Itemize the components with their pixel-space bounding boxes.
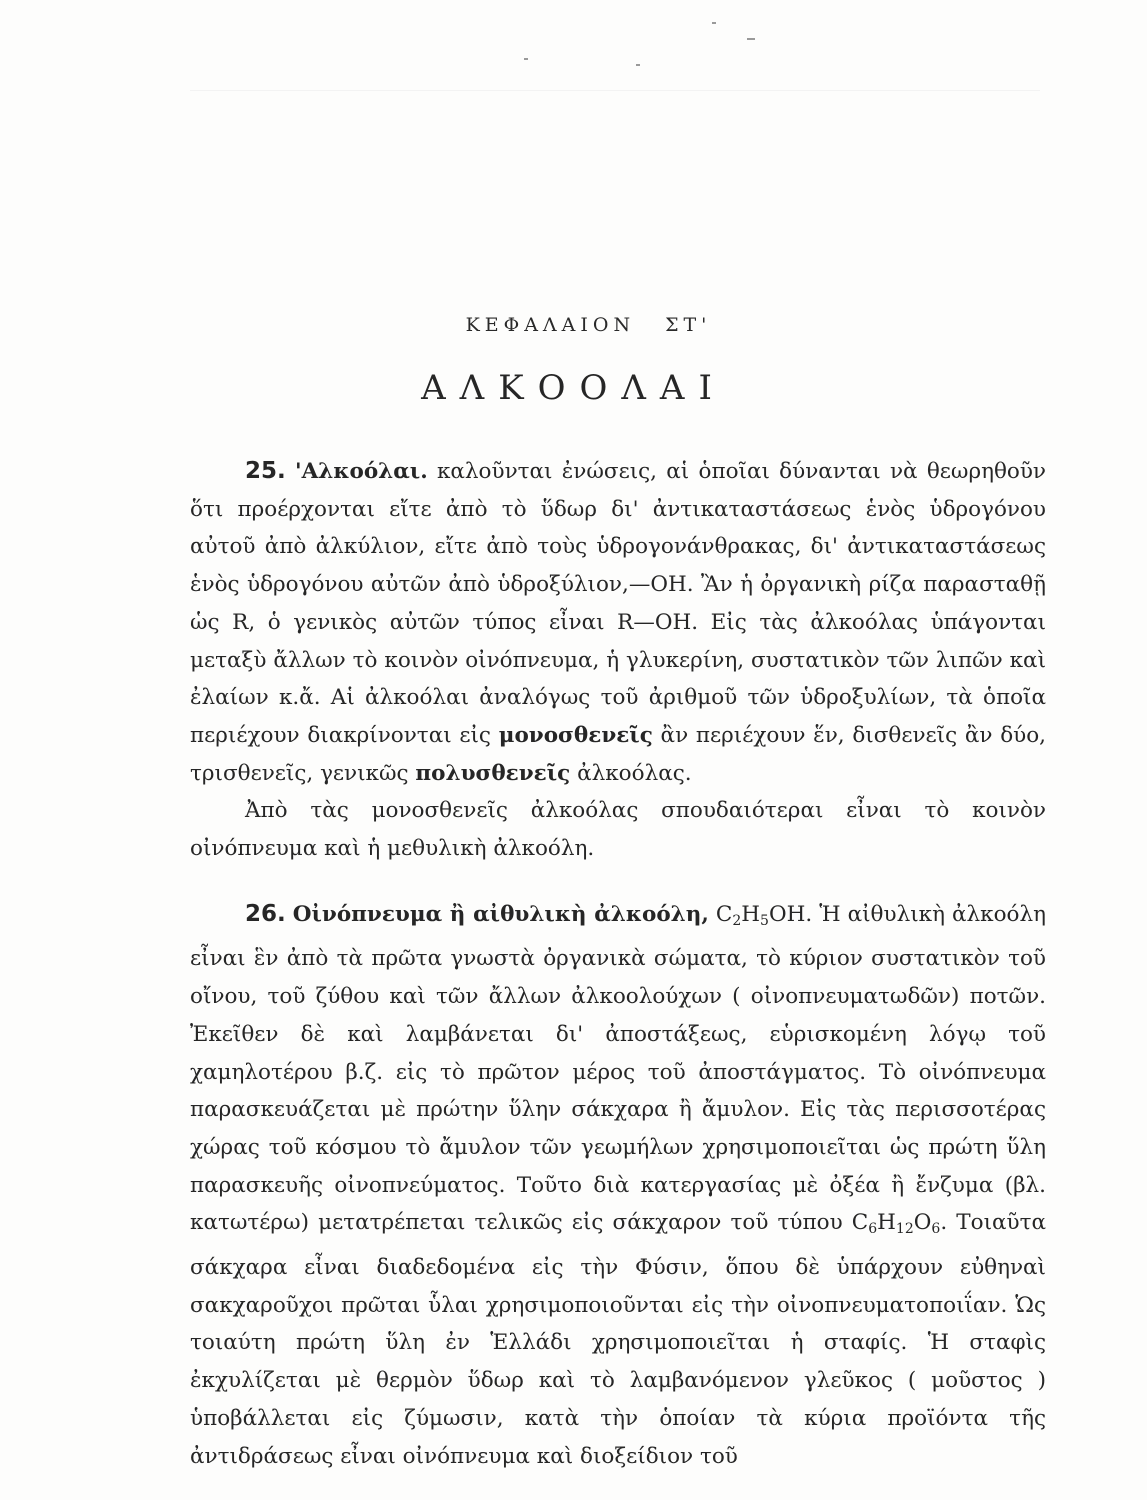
scan-speck [712, 22, 716, 24]
chapter-title: ΑΛΚΟΟΛΑΙ [421, 368, 726, 408]
section-25-paragraph-2: Ἀπὸ τὰς μονοσθενεῖς ἀλκοόλας σπουδαιότεραι εἶναι τὸ κοινὸν οἰνόπνευμα καὶ ἡ μεθυλικὴ ἀλκοόλη. [190, 798, 1046, 862]
chapter-label: ΚΕΦΑΛΑΙΟΝ [465, 314, 636, 336]
chapter-heading [0, 314, 1147, 336]
chemical-formula: $C_2H_5OH$. [715, 901, 813, 929]
bleed-through-header [190, 70, 1040, 91]
chapter-number: ΣΤ' [665, 314, 712, 336]
emphasized-term: πολυσθενεῖς [415, 760, 571, 786]
section-number: 25. [245, 458, 286, 484]
chemical-formula: $C_6H_{12}O_6$ [851, 1210, 941, 1238]
section-heading: Οἰνόπνευμα ἢ αἰθυλικὴ ἀλκοόλη, [292, 901, 709, 927]
section-number: 26. [245, 900, 286, 927]
scan-speck [524, 58, 528, 60]
section-25-paragraph [190, 453, 1046, 792]
section-heading: 'Αλκοόλαι. [295, 459, 428, 484]
section-text: ἀλκοόλας. [577, 760, 692, 786]
scan-speck [636, 64, 640, 66]
page-body [190, 453, 1046, 1475]
section-26-paragraph [190, 896, 1046, 1476]
section-text: καλοῦνται ἐνώσεις, αἱ ὁποῖαι δύνανται νὰ θεωρηθοῦν ὅτι προέρχονται εἴτε ἀπὸ τὸ ὕδωρ δι' ἀντικαταστάσεως ἑνὸς ὑδρογόνου αὐτοῦ ἀπὸ ἀλκύλιον, εἴτε ἀπὸ τοὺς ὑδρογονάνθρακας, δι' ἀντικαταστάσεως ἑνὸς ὑδρογόνου αὐτῶν ἀπὸ ὑδροξύλιον,—OH. Ἂν ἡ ὀργανικὴ ρίζα παρασταθῇ ὡς R, ὁ γενικὸς αὐτῶν τύπος εἶναι R—OH. Εἰς τὰς ἀλκοόλας ὑπάγονται μεταξὺ ἄλλων τὸ κοινὸν οἰνόπνευμα, ἡ γλυκερίνη, συστατικὸν τῶν λιπῶν καὶ ἐλαίων κ.ἄ. Αἱ ἀλκοόλαι ἀναλόγως τοῦ ἀριθμοῦ τῶν ὑδροξυλίων, τὰ ὁποῖα περιέχουν διακρίνονται εἰς [190, 459, 1046, 748]
scan-speck [747, 38, 755, 40]
emphasized-term: μονοσθενεῖς [498, 722, 653, 748]
section-text: . Τοιαῦτα σάκχαρα εἶναι διαδεδομένα εἰς τὴν Φύσιν, ὅπου δὲ ὑπάρχουν εὐθηναὶ σακχαροῦχοι πρῶται ὗλαι χρησιμοποιοῦνται εἰς τὴν οἰνοπνευματοποιΐαν. Ὡς τοιαύτη πρώτη ὕλη ἐν Ἑλλάδι χρησιμοποιεῖται ἡ σταφίς. Ἡ σταφὶς ἐκχυλίζεται μὲ θερμὸν ὕδωρ καὶ τὸ λαμβανόμενον γλεῦκος ( μοῦστος ) ὑποβάλλεται εἰς ζύμωσιν, κατὰ τὴν ὁποίαν τὰ κύρια προϊόντα τῆς ἀντιδράσεως εἶναι οἰνόπνευμα καὶ διοξείδιον τοῦ [190, 1210, 1046, 1469]
section-text: ἂν περιέχουν ἕν, δισθενεῖς ἂν δύο, τρισθενεῖς, γενικῶς [190, 722, 1046, 786]
section-text: Ἡ αἰθυλικὴ ἀλκοόλη εἶναι ἓν ἀπὸ τὰ πρῶτα γνωστὰ ὀργανικὰ σώματα, τὸ κύριον συστατικὸν τοῦ οἴνου, τοῦ ζύθου καὶ τῶν ἄλλων ἀλκοολούχων ( οἰνοπνευματωδῶν) ποτῶν. Ἐκεῖθεν δὲ καὶ λαμβάνεται δι' ἀποστάξεως, εὑρισκομένη λόγῳ τοῦ χαμηλοτέρου β.ζ. εἰς τὸ πρῶτον μέρος τοῦ ἀποστάγματος. Τὸ οἰνόπνευμα παρασκευάζεται μὲ πρώτην ὕλην σάκχαρα ἢ ἄμυλον. Εἰς τὰς περισσοτέρας χώρας τοῦ κόσμου τὸ ἄμυλον τῶν γεωμήλων χρησιμοποιεῖται ὡς πρώτη ὕλη παρασκευῆς οἰνοπνεύματος. Τοῦτο διὰ κατεργασίας μὲ ὀξέα ἢ ἔνζυμα (βλ. κατωτέρω) μετατρέπεται τελικῶς εἰς σάκχαρον τοῦ τύπου [190, 901, 1046, 1236]
